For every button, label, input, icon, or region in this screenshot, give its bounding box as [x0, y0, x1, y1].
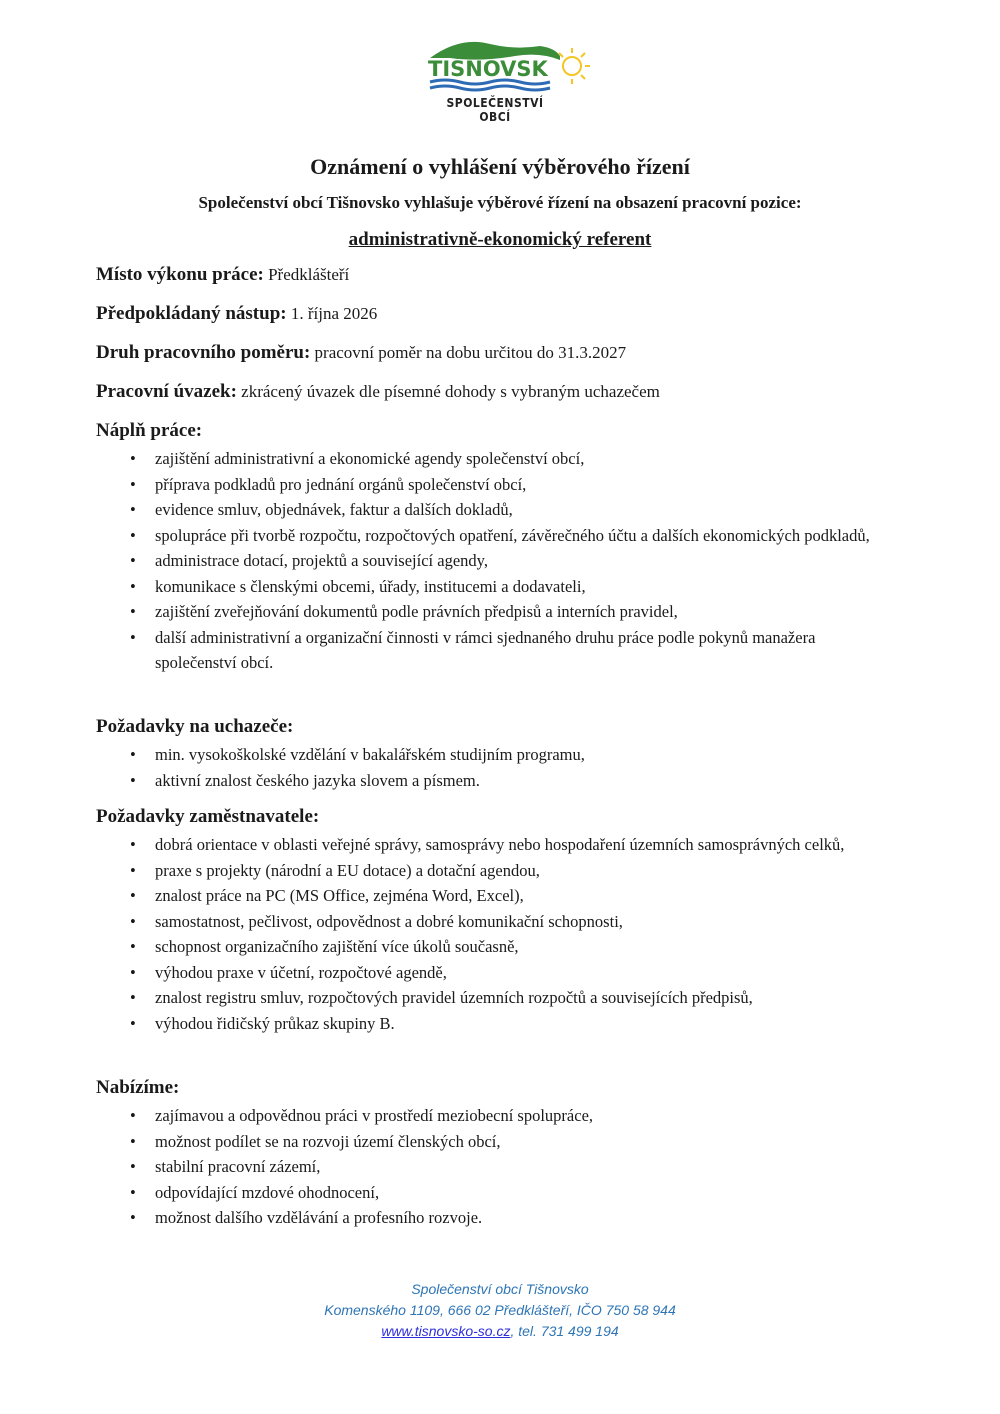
list-item: • zajištění administrativní a ekonomické agendy společenství obcí, — [130, 446, 880, 472]
field-place — [96, 264, 349, 286]
list-item: • aktivní znalost českého jazyka slovem a písmem. — [130, 768, 880, 794]
offer-heading: Nabízíme: — [96, 1077, 180, 1098]
offer-list — [130, 1103, 880, 1231]
list-item: • možnost podílet se na rozvoji území členských obcí, — [130, 1129, 880, 1155]
footer-contact — [0, 1321, 1000, 1342]
list-item: • komunikace s členskými obcemi, úřady, institucemi a dodavateli, — [130, 574, 880, 600]
list-item: • min. vysokoškolské vzdělání v bakalářském studijním programu, — [130, 742, 880, 768]
list-item: • odpovídající mzdové ohodnocení, — [130, 1180, 880, 1206]
list-item: • možnost dalšího vzdělávání a profesního rozvoje. — [130, 1205, 880, 1231]
duties-list — [130, 446, 880, 676]
field-type-value: pracovní poměr na dobu určitou do 31.3.2027 — [314, 343, 627, 362]
list-item: • stabilní pracovní zázemí, — [130, 1154, 880, 1180]
list-item: • spolupráce při tvorbě rozpočtu, rozpočtových opatření, závěrečného účtu a dalších ekonomických podkladů, — [130, 523, 880, 549]
list-item: • příprava podkladů pro jednání orgánů společenství obcí, — [130, 472, 880, 498]
list-item: • výhodou praxe v účetní, rozpočtové agendě, — [130, 960, 880, 986]
list-item: • zajištění zveřejňování dokumentů podle právních předpisů a interních pravidel, — [130, 599, 880, 625]
field-place-label: Místo výkonu práce: — [96, 264, 264, 285]
duties-heading: Náplň práce: — [96, 420, 203, 441]
list-item: • administrace dotací, projektů a související agendy, — [130, 548, 880, 574]
field-load-value: zkrácený úvazek dle písemné dohody s vybraným uchazečem — [241, 382, 660, 401]
candidate-list — [130, 742, 880, 793]
employer-list — [130, 832, 880, 1036]
list-item: • samostatnost, pečlivost, odpovědnost a dobré komunikační schopnosti, — [130, 909, 880, 935]
list-item: • výhodou řidičský průkaz skupiny B. — [130, 1011, 880, 1037]
footer — [0, 1279, 1000, 1342]
footer-phone: , tel. 731 499 194 — [510, 1323, 619, 1339]
field-type-label: Druh pracovního poměru: — [96, 342, 311, 363]
field-start-label: Předpokládaný nástup: — [96, 303, 287, 324]
footer-address: Komenského 1109, 666 02 Předklášteří, IČO 750 58 944 — [324, 1302, 676, 1318]
field-start — [96, 303, 377, 325]
employer-heading: Požadavky zaměstnavatele: — [96, 806, 320, 827]
svg-text:TIŠNOVSK: TIŠNOVSK — [428, 57, 548, 81]
field-type — [96, 342, 626, 364]
list-item: • další administrativní a organizační činnosti v rámci sjednaného druhu práce podle pokynů manažera společenství obcí. — [130, 625, 880, 676]
field-load-label: Pracovní úvazek: — [96, 381, 237, 402]
footer-org: Společenství obcí Tišnovsko — [411, 1281, 589, 1297]
document-title: Oznámení o vyhlášení výběrového řízení — [310, 154, 690, 179]
list-item: • zajímavou a odpovědnou práci v prostředí meziobecní spolupráce, — [130, 1103, 880, 1129]
list-item: • praxe s projekty (národní a EU dotace) a dotační agendou, — [130, 858, 880, 884]
logo-graphic — [420, 36, 600, 96]
list-item: • evidence smluv, objednávek, faktur a dalších dokladů, — [130, 497, 880, 523]
logo — [420, 36, 600, 124]
list-item: • znalost práce na PC (MS Office, zejména Word, Excel), — [130, 883, 880, 909]
list-item: • znalost registru smluv, rozpočtových pravidel územních rozpočtů a souvisejících předpisů, — [130, 985, 880, 1011]
list-item: • dobrá orientace v oblasti veřejné správy, samosprávy nebo hospodaření územních samosprávných celků, — [130, 832, 880, 858]
field-start-value: 1. října 2026 — [290, 304, 378, 323]
candidate-heading: Požadavky na uchazeče: — [96, 716, 294, 737]
document-subtitle: Společenství obcí Tišnovsko vyhlašuje výběrové řízení na obsazení pracovní pozice: — [198, 193, 802, 212]
logo-subtitle: SPOLEČENSTVÍ OBCÍ — [446, 96, 544, 124]
website-link[interactable]: www.tisnovsko-so.cz — [381, 1323, 511, 1339]
field-place-value: Předklášteří — [268, 265, 350, 284]
list-item: • schopnost organizačního zajištění více úkolů současně, — [130, 934, 880, 960]
field-load — [96, 381, 660, 403]
position-name: administrativně-ekonomický referent — [348, 229, 652, 250]
